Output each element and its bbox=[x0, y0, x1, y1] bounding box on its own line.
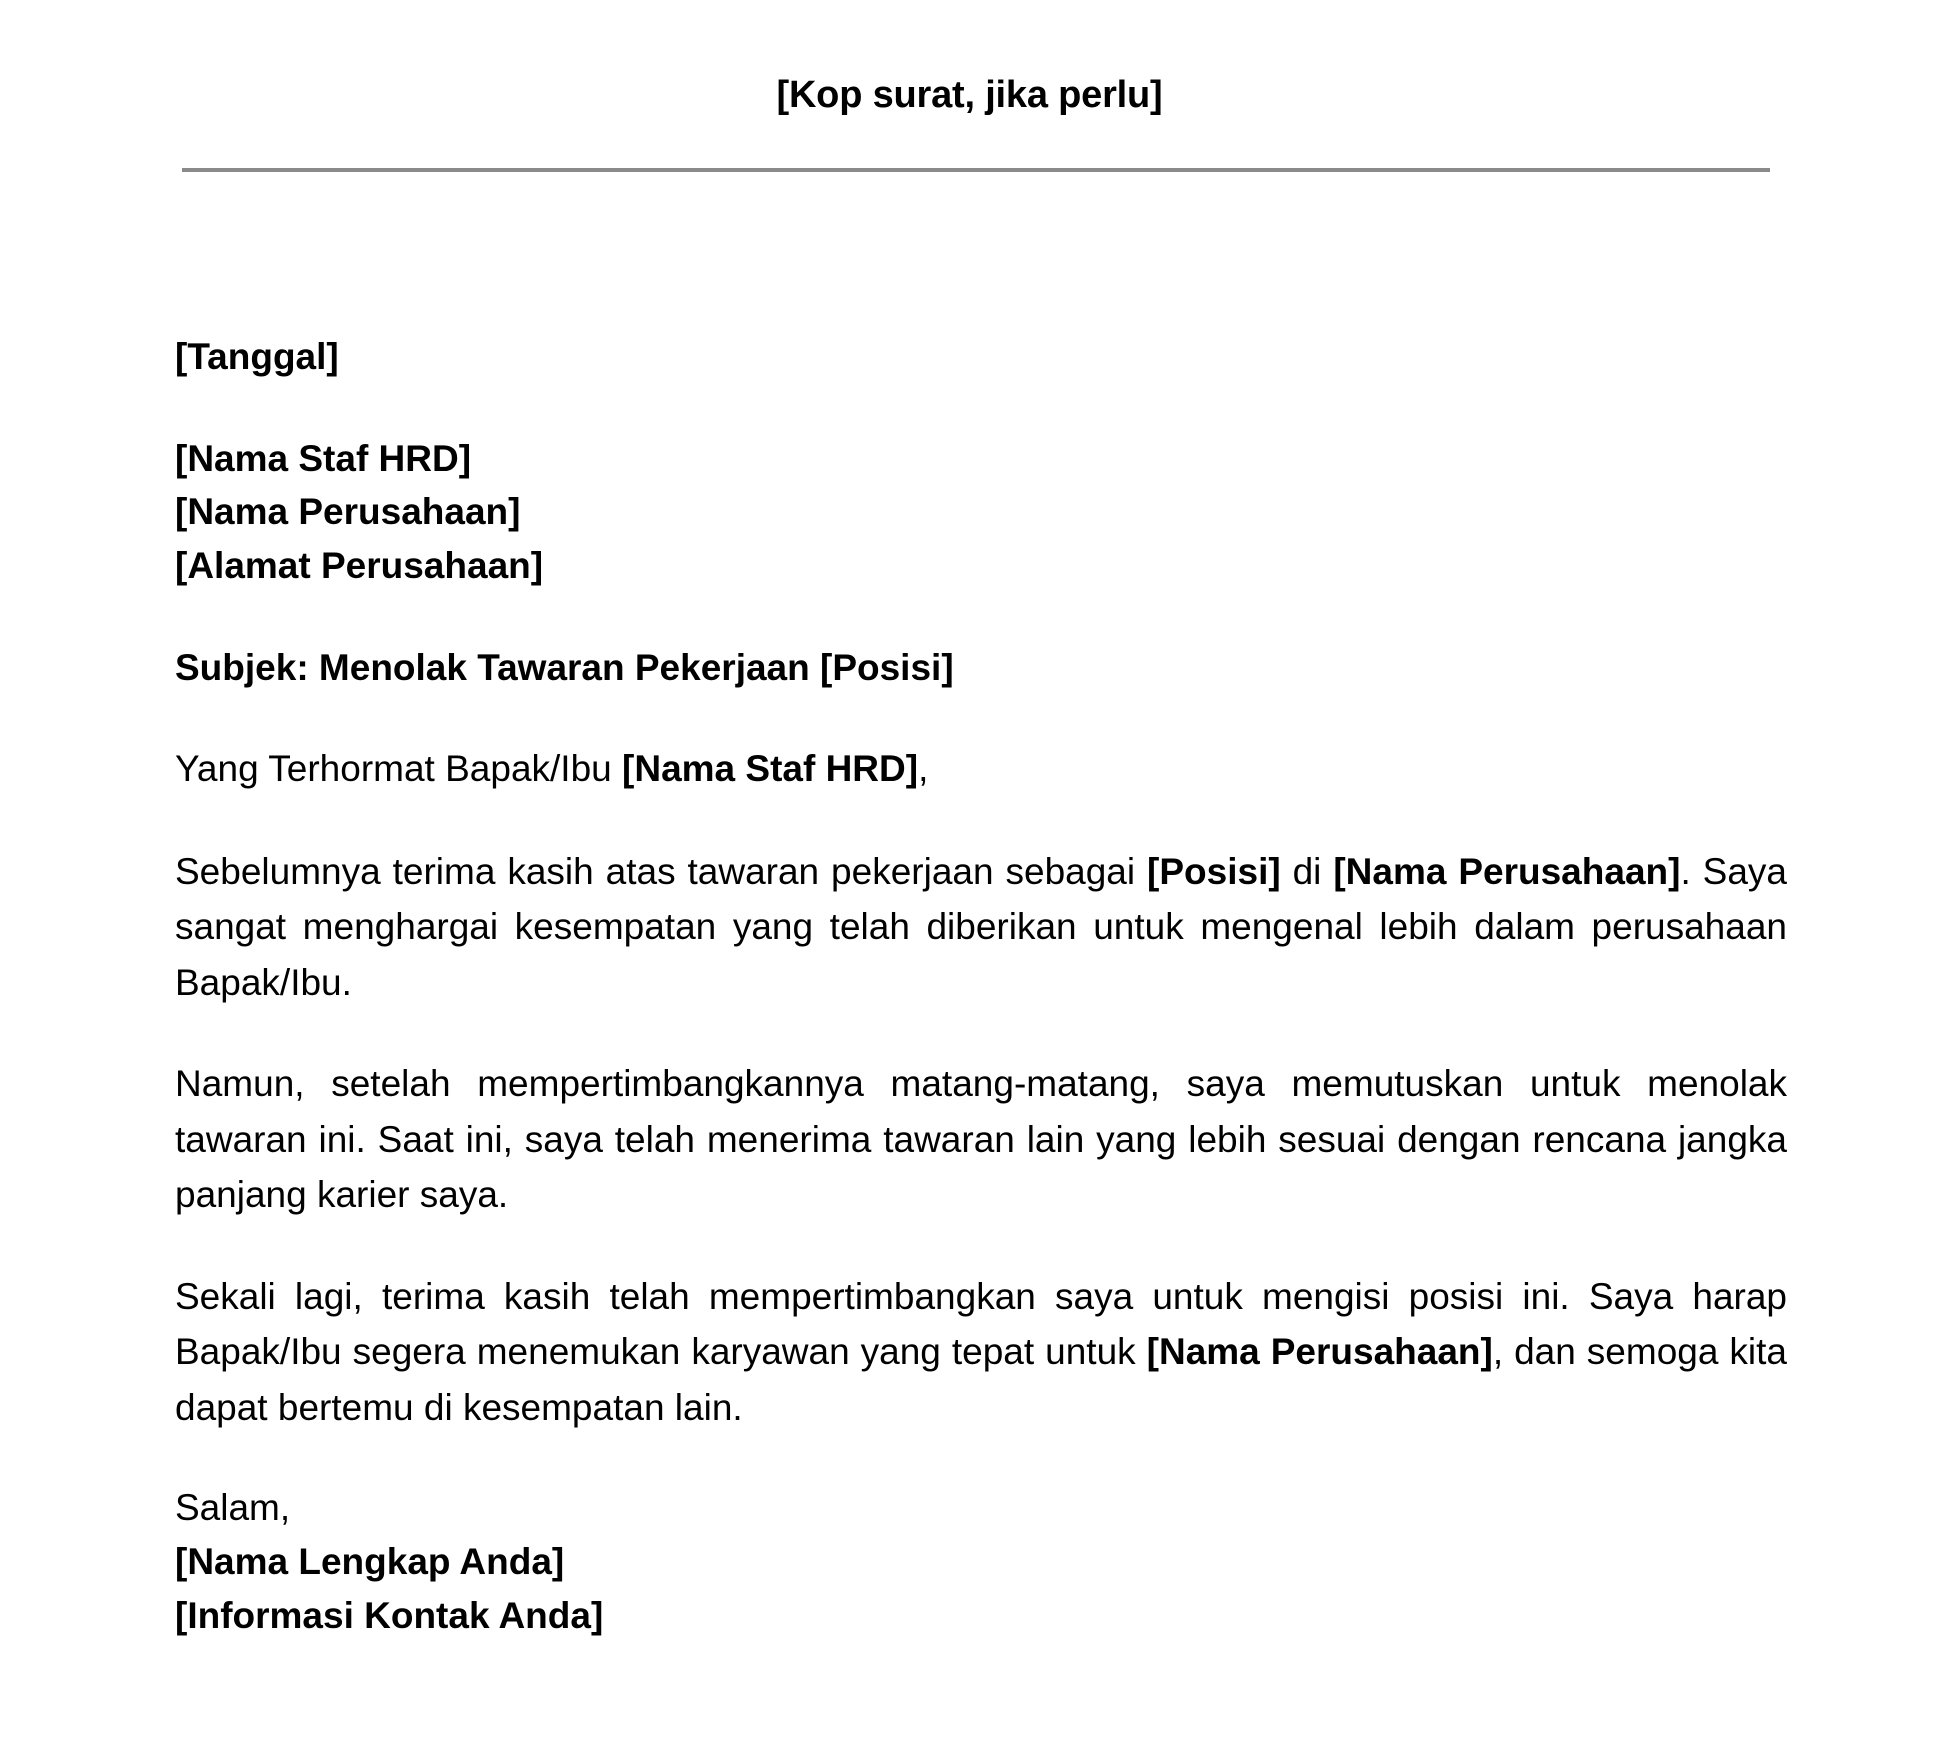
p1-part1: Sebelumnya terima kasih atas tawaran pekerjaan sebagai bbox=[175, 850, 1148, 892]
body-paragraph-3 bbox=[175, 1269, 1787, 1436]
p3-part2: , dan semoga kita dapat bertemu di kesempatan lain. bbox=[175, 1331, 1788, 1428]
p1-part2: di bbox=[1280, 850, 1334, 892]
salutation bbox=[175, 742, 1787, 796]
date-block bbox=[175, 330, 1787, 384]
p3-company-placeholder: [Nama Perusahaan] bbox=[1146, 1331, 1493, 1373]
closing-sender-contact: [Informasi Kontak Anda] bbox=[175, 1594, 604, 1636]
p1-company-placeholder: [Nama Perusahaan] bbox=[1333, 850, 1681, 892]
subject-line bbox=[175, 641, 1787, 695]
date-text: [Tanggal] bbox=[175, 336, 339, 377]
recipient-name: [Nama Staf HRD] bbox=[175, 437, 472, 479]
p2-text: Namun, setelah mempertimbangkannya matang-matang, saya memutuskan untuk menolak tawaran ini. Saat ini, saya telah menerima tawaran lain yang lebih sesuai dengan rencana jangka panjang karier saya. bbox=[175, 1063, 1787, 1216]
closing-block bbox=[175, 1481, 1787, 1642]
closing-sender-name: [Nama Lengkap Anda] bbox=[175, 1540, 565, 1582]
header-divider bbox=[182, 168, 1770, 172]
recipient-address-block bbox=[175, 432, 1787, 593]
p1-part3: . Saya sangat menghargai kesempatan yang telah diberikan untuk mengenal lebih dalam perusahaan Bapak/Ibu. bbox=[175, 850, 1787, 1003]
recipient-company: [Nama Perusahaan] bbox=[175, 491, 521, 533]
subject-text: Subjek: Menolak Tawaran Pekerjaan [Posisi] bbox=[175, 646, 954, 688]
closing-salam: Salam, bbox=[175, 1487, 291, 1529]
body-paragraph-1 bbox=[175, 844, 1787, 1011]
salutation-suffix: , bbox=[918, 748, 929, 790]
letterhead-title: [Kop surat, jika perlu] bbox=[776, 74, 1163, 116]
salutation-name: [Nama Staf HRD] bbox=[622, 748, 919, 790]
p3-part1: Sekali lagi, terima kasih telah mempertimbangkan saya untuk mengisi posisi ini. Saya harap Bapak/Ibu segera menemukan karyawan yang tepat untuk bbox=[175, 1275, 1787, 1373]
letter-body bbox=[175, 330, 1787, 1686]
recipient-company-address: [Alamat Perusahaan] bbox=[175, 544, 544, 586]
body-paragraph-2 bbox=[175, 1056, 1787, 1223]
salutation-prefix: Yang Terhormat Bapak/Ibu bbox=[175, 748, 623, 790]
p1-position-placeholder: [Posisi] bbox=[1147, 850, 1281, 892]
